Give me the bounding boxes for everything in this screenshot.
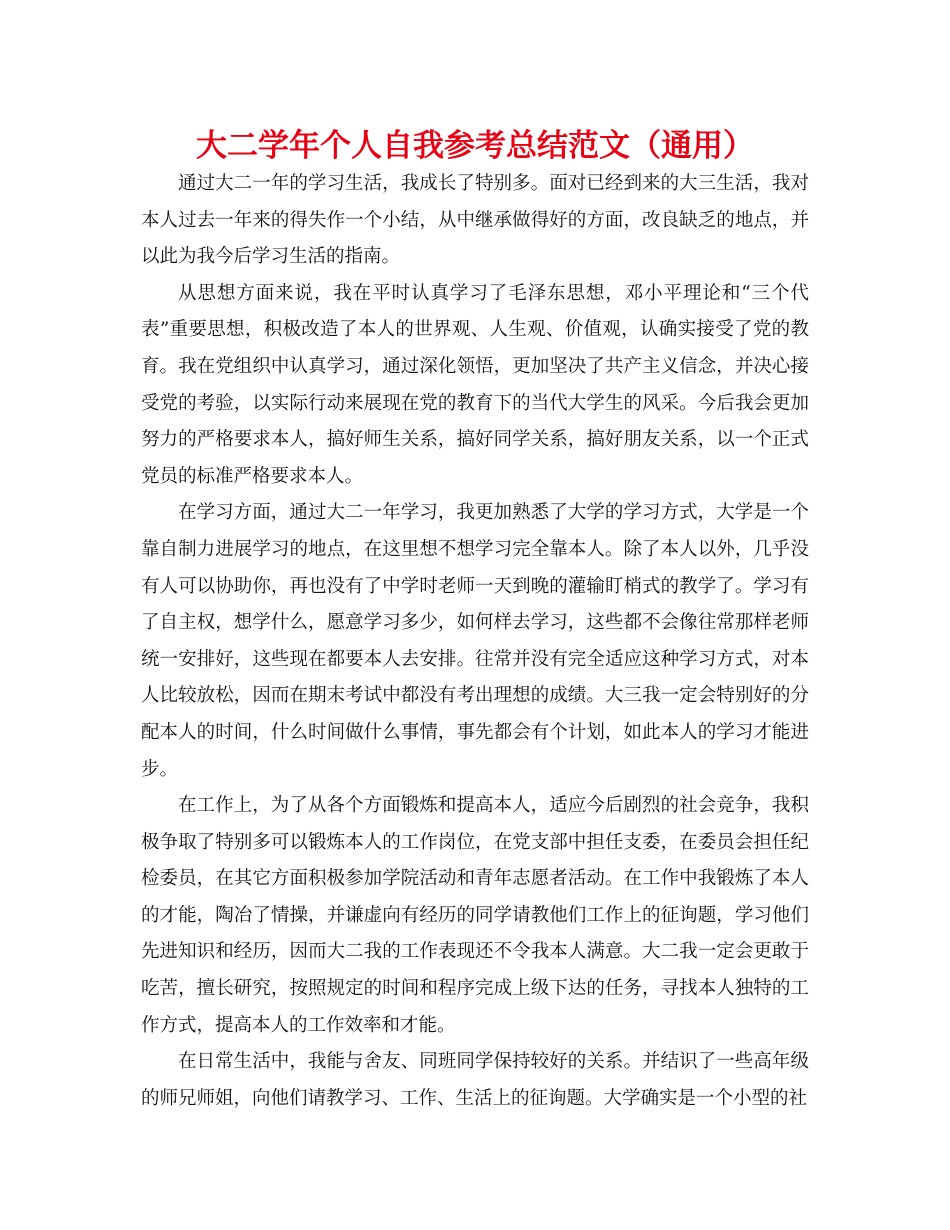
- paragraph: 在学习方面，通过大二一年学习，我更加熟悉了大学的学习方式，大学是一个靠自制力进展学习的地点，在这里想不想学习完全靠本人。除了本人以外，几乎没有人可以协助你，再也没有了中学时老师一天到晚的灌输盯梢式的教学了。学习有了自主权，想学什么，愿意学习多少，如何样去学习，这些都不会像往常那样老师统一安排好，这些现在都要本人去安排。往常并没有完全适应这种学习方式，对本人比较放松，因而在期末考试中都没有考出理想的成绩。大三我一定会特别好的分配本人的时间，什么时间做什么事情，事先都会有个计划，如此本人的学习才能进步。: [141, 502, 809, 780]
- document-body: [141, 166, 809, 1117]
- document-title: 大二学年个人自我参考总结范文（通用）: [196, 128, 754, 164]
- paragraph: 在工作上，为了从各个方面锻炼和提高本人，适应今后剧烈的社会竞争，我积极争取了特别多可以锻炼本人的工作岗位，在党支部中担任支委，在委员会担任纪检委员，在其它方面积极参加学院活动和青年志愿者活动。在工作中我锻炼了本人的才能，陶冶了情操，并谦虚向有经历的同学请教他们工作上的征询题，学习他们先进知识和经历，因而大二我的工作表现还不令我本人满意。大二我一定会更敢于吃苦，擅长研究，按照规定的时间和程序完成上级下达的任务，寻找本人独特的工作方式，提高本人的工作效率和才能。: [141, 795, 809, 1036]
- paragraph: 在日常生活中，我能与舍友、同班同学保持较好的关系。并结识了一些高年级的师兄师姐，向他们请教学习、工作、生活上的征询题。大学确实是一个小型的社: [141, 1051, 809, 1109]
- paragraph: 从思想方面来说，我在平时认真学习了毛泽东思想，邓小平理论和“三个代表”重要思想，积极改造了本人的世界观、人生观、价值观，认确实接受了党的教育。我在党组织中认真学习，通过深化领悟，更加坚决了共产主义信念，并决心接受党的考验，以实际行动来展现在党的教育下的当代大学生的风采。今后我会更加努力的严格要求本人，搞好师生关系，搞好同学关系，搞好朋友关系，以一个正式党员的标准严格要求本人。: [141, 282, 809, 487]
- paragraph: 通过大二一年的学习生活，我成长了特别多。面对已经到来的大三生活，我对本人过去一年来的得失作一个小结，从中继承做得好的方面，改良缺乏的地点，并以此为我今后学习生活的指南。: [141, 173, 809, 268]
